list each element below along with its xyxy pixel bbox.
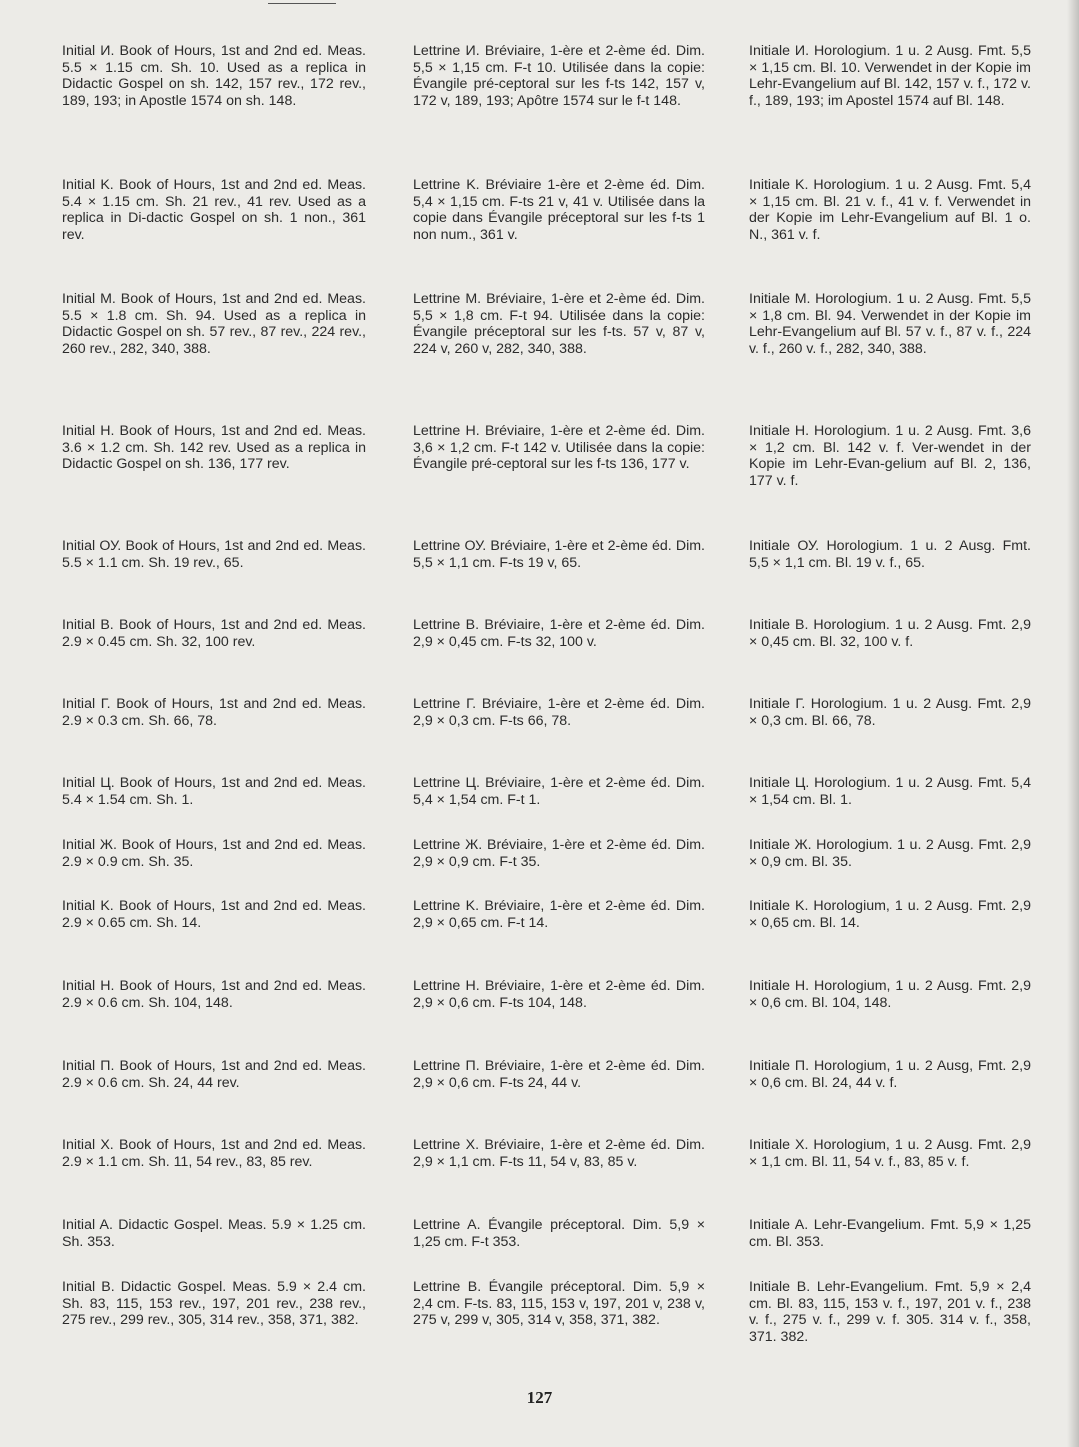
entry-english: Initial B. Didactic Gospel. Meas. 5.9 × 2.4 cm. Sh. 83, 115, 153 rev., 197, 201 rev., 238 rev., 275 rev., 299 rev., 305, 314 rev., 358, 371, 382. [62, 1279, 366, 1328]
entry-german: Initiale И. Horologium. 1 u. 2 Ausg. Fmt. 5,5 × 1,15 cm. Bl. 10. Verwendet in der Kopie im Lehr-Evangelium auf Bl. 142, 157 v. f., 172 v. f., 189, 193; im Apostel 1574 auf Bl. 148. [749, 43, 1031, 109]
entry-english: Initial H. Book of Hours, 1st and 2nd ed. Meas. 2.9 × 0.6 cm. Sh. 104, 148. [62, 978, 366, 1011]
entry-french: Lettrine Ц. Bréviaire, 1-ère et 2-ème éd. Dim. 5,4 × 1,54 cm. F-t 1. [413, 775, 705, 808]
entry-english: Initial Ц. Book of Hours, 1st and 2nd ed. Meas. 5.4 × 1.54 cm. Sh. 1. [62, 775, 366, 808]
entry-german: Initiale B. Lehr-Evangelium. Fmt. 5,9 × 2,4 cm. Bl. 83, 115, 153 v. f., 197, 201 v. f., 238 v. f., 275 v. f., 299 v. f. 305. 314 v. f., 358, 371. 382. [749, 1279, 1031, 1345]
page-edge-shadow [1067, 0, 1079, 1447]
top-rule [268, 3, 336, 4]
entry-french: Lettrine M. Bréviaire, 1-ère et 2-ème éd. Dim. 5,5 × 1,8 cm. F-t 94. Utilisée dans la copie: Évangile préceptoral sur les f-ts. 57 v, 87 v, 224 v, 260 v, 282, 340, 388. [413, 291, 705, 357]
entry-german: Initiale Ж. Horologium. 1 u. 2 Ausg. Fmt. 2,9 × 0,9 cm. Bl. 35. [749, 837, 1031, 870]
entry-french: Lettrine И. Bréviaire, 1-ère et 2-ème éd. Dim. 5,5 × 1,15 cm. F-t 10. Utilisée dans la copie: Évangile pré-ceptoral sur les f-ts 142, 157 v, 172 v, 189, 193; Apôtre 1574 sur le f-t 148. [413, 43, 705, 109]
entry-german: Initiale H. Horologium, 1 u. 2 Ausg. Fmt. 2,9 × 0,6 cm. Bl. 104, 148. [749, 978, 1031, 1011]
entry-french: Lettrine П. Bréviaire, 1-ère et 2-ème éd. Dim. 2,9 × 0,6 cm. F-ts 24, 44 v. [413, 1058, 705, 1091]
entry-french: Lettrine K. Bréviaire 1-ère et 2-ème éd. Dim. 5,4 × 1,15 cm. F-ts 21 v, 41 v. Utilisée dans la copie dans Évangile préceptoral sur les f-ts 1 non num., 361 v. [413, 177, 705, 243]
entry-french: Lettrine Г. Bréviaire, 1-ère et 2-ème éd. Dim. 2,9 × 0,3 cm. F-ts 66, 78. [413, 696, 705, 729]
entry-french: Lettrine B. Évangile préceptoral. Dim. 5,9 × 2,4 cm. F-ts. 83, 115, 153 v, 197, 201 v, 238 v, 275 v, 299 v, 305, 314 v, 358, 371, 382. [413, 1279, 705, 1328]
entry-french: Lettrine B. Bréviaire, 1-ère et 2-ème éd. Dim. 2,9 × 0,45 cm. F-ts 32, 100 v. [413, 617, 705, 650]
entry-english: Initial ОУ. Book of Hours, 1st and 2nd ed. Meas. 5.5 × 1.1 cm. Sh. 19 rev., 65. [62, 538, 366, 571]
entry-english: Initial И. Book of Hours, 1st and 2nd ed. Meas. 5.5 × 1.15 cm. Sh. 10. Used as a replica in Didactic Gospel on sh. 142, 157 rev., 172 rev., 189, 193; in Apostle 1574 on sh. 148. [62, 43, 366, 109]
entry-english: Initial A. Didactic Gospel. Meas. 5.9 × 1.25 cm. Sh. 353. [62, 1217, 366, 1250]
entry-french: Lettrine H. Bréviaire, 1-ère et 2-ème éd. Dim. 3,6 × 1,2 cm. F-t 142 v. Utilisée dans la copie: Évangile pré-ceptoral sur les f-ts 136, 177 v. [413, 423, 705, 472]
entry-english: Initial Ж. Book of Hours, 1st and 2nd ed. Meas. 2.9 × 0.9 cm. Sh. 35. [62, 837, 366, 870]
entry-german: Initiale Г. Horologium. 1 u. 2 Ausg. Fmt. 2,9 × 0,3 cm. Bl. 66, 78. [749, 696, 1031, 729]
entry-german: Initiale K. Horologium, 1 u. 2 Ausg. Fmt. 2,9 × 0,65 cm. Bl. 14. [749, 898, 1031, 931]
entry-english: Initial Г. Book of Hours, 1st and 2nd ed. Meas. 2.9 × 0.3 cm. Sh. 66, 78. [62, 696, 366, 729]
entry-german: Initiale M. Horologium. 1 u. 2 Ausg. Fmt. 5,5 × 1,8 cm. Bl. 94. Verwendet in der Kopie im Lehr-Evangelium auf Bl. 57 v. f., 87 v. f., 224 v. f., 260 v. f., 282, 340, 388. [749, 291, 1031, 357]
entry-english: Initial П. Book of Hours, 1st and 2nd ed. Meas. 2.9 × 0.6 cm. Sh. 24, 44 rev. [62, 1058, 366, 1091]
entry-german: Initiale ОУ. Horologium. 1 u. 2 Ausg. Fmt. 5,5 × 1,1 cm. Bl. 19 v. f., 65. [749, 538, 1031, 571]
entry-french: Lettrine A. Évangile préceptoral. Dim. 5,9 × 1,25 cm. F-t 353. [413, 1217, 705, 1250]
entry-french: Lettrine H. Bréviaire, 1-ère et 2-ème éd. Dim. 2,9 × 0,6 cm. F-ts 104, 148. [413, 978, 705, 1011]
entry-english: Initial K. Book of Hours, 1st and 2nd ed. Meas. 2.9 × 0.65 cm. Sh. 14. [62, 898, 366, 931]
entry-german: Initiale X. Horologium, 1 u. 2 Ausg. Fmt. 2,9 × 1,1 cm. Bl. 11, 54 v. f., 83, 85 v. f. [749, 1137, 1031, 1170]
entry-french: Lettrine ОУ. Bréviaire, 1-ère et 2-ème éd. Dim. 5,5 × 1,1 cm. F-ts 19 v, 65. [413, 538, 705, 571]
entry-german: Initiale П. Horologium, 1 u. 2 Ausg, Fmt. 2,9 × 0,6 cm. Bl. 24, 44 v. f. [749, 1058, 1031, 1091]
entry-german: Initiale H. Horologium. 1 u. 2 Ausg. Fmt. 3,6 × 1,2 cm. Bl. 142 v. f. Ver-wendet in der Kopie im Lehr-Evan-gelium auf Bl. 2, 136, 177 v. f. [749, 423, 1031, 489]
page-number: 127 [526, 1388, 553, 1407]
entry-english: Initial H. Book of Hours, 1st and 2nd ed. Meas. 3.6 × 1.2 cm. Sh. 142 rev. Used as a replica in Didactic Gospel on sh. 136, 177 rev. [62, 423, 366, 472]
entry-german: Initiale B. Horologium. 1 u. 2 Ausg. Fmt. 2,9 × 0,45 cm. Bl. 32, 100 v. f. [749, 617, 1031, 650]
entry-french: Lettrine Ж. Bréviaire, 1-ère et 2-ème éd. Dim. 2,9 × 0,9 cm. F-t 35. [413, 837, 705, 870]
entry-english: Initial B. Book of Hours, 1st and 2nd ed. Meas. 2.9 × 0.45 cm. Sh. 32, 100 rev. [62, 617, 366, 650]
entry-german: Initiale K. Horologium. 1 u. 2 Ausg. Fmt. 5,4 × 1,15 cm. Bl. 21 v. f., 41 v. f. Verwendet in der Kopie im Lehr-Evangelium auf Bl. 1 o. N., 361 v. f. [749, 177, 1031, 243]
entry-french: Lettrine X. Bréviaire, 1-ère et 2-ème éd. Dim. 2,9 × 1,1 cm. F-ts 11, 54 v, 83, 85 v. [413, 1137, 705, 1170]
entry-english: Initial X. Book of Hours, 1st and 2nd ed. Meas. 2.9 × 1.1 cm. Sh. 11, 54 rev., 83, 85 rev. [62, 1137, 366, 1170]
entry-german: Initiale A. Lehr-Evangelium. Fmt. 5,9 × 1,25 cm. Bl. 353. [749, 1217, 1031, 1250]
entry-german: Initiale Ц. Horologium. 1 u. 2 Ausg. Fmt. 5,4 × 1,54 cm. Bl. 1. [749, 775, 1031, 808]
entry-english: Initial K. Book of Hours, 1st and 2nd ed. Meas. 5.4 × 1.15 cm. Sh. 21 rev., 41 rev. Used as a replica in Di-dactic Gospel on sh. 1 non., 361 rev. [62, 177, 366, 243]
entry-english: Initial M. Book of Hours, 1st and 2nd ed. Meas. 5.5 × 1.8 cm. Sh. 94. Used as a replica in Didactic Gospel on sh. 57 rev., 87 rev., 224 rev., 260 rev., 282, 340, 388. [62, 291, 366, 357]
entry-french: Lettrine K. Bréviaire, 1-ère et 2-ème éd. Dim. 2,9 × 0,65 cm. F-t 14. [413, 898, 705, 931]
